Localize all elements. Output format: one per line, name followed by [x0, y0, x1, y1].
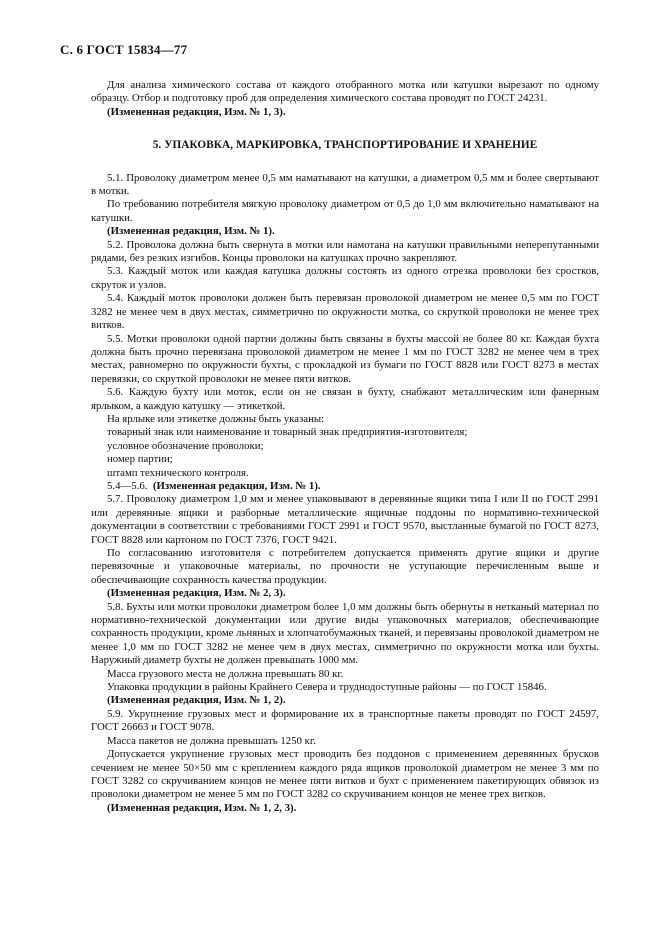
paragraph-5-5: 5.5. Мотки проволоки одной партии должны быть связаны в бухты массой не более 80 кг. Каждая бухта должна быть прочно перевязана проволокой диаметром не менее 1 мм по ГОСТ 3282 не менее чем в трех местах, равномерно по окружности бухты, с прокладкой из бумаги по ГОСТ 8828 или ГОСТ 8273 в местах перевязки, со скруткой проволоки не менее пяти витков.	[91, 332, 599, 385]
edition-note: (Измененная редакция, Изм. № 1).	[152, 479, 321, 492]
edition-note: (Измененная редакция, Изм. № 1, 3).	[107, 105, 286, 118]
document-body	[91, 79, 599, 815]
paragraph-5-2: 5.2. Проволока должна быть свернута в мотки или намотана на катушки правильными неперепутанными рядами, без резких изгибов. Концы проволоки на катушках прочно закрепляют.	[91, 238, 599, 265]
paragraph-5-1: 5.1. Проволоку диаметром менее 0,5 мм наматывают на катушки, а диаметром 0,5 мм и более свертывают в мотки.	[91, 171, 599, 198]
paragraph-5-8c: Упаковка продукции в районы Крайнего Севера и труднодоступные районы — по ГОСТ 15846.	[107, 681, 547, 694]
page-header: С. 6 ГОСТ 15834—77	[60, 42, 188, 57]
section-title: 5. УПАКОВКА, МАРКИРОВКА, ТРАНСПОРТИРОВАНИЕ И ХРАНЕНИЕ	[152, 139, 538, 152]
edition-note: (Измененная редакция, Изм. № 1).	[107, 225, 275, 238]
paragraph-5-7b: По согласованию изготовителя с потребителем допускается применять другие ящики и другие перевязочные и упаковочные материалы, по прочности не уступающие перечисленным выше и обеспечивающие сохранность качества продукции.	[91, 547, 599, 586]
list-item: номер партии;	[107, 453, 173, 466]
paragraph-5-7: 5.7. Проволоку диаметром 1,0 мм и менее упаковывают в деревянные ящики типа I или II по ГОСТ 2991 или деревянные ящики и разборные металлические ящичные поддоны по нормативно-технической документации в соответствии с требованиями ГОСТ 2991 и ГОСТ 9570, выстланные бумагой по ГОСТ 8273, ГОСТ 8828 или картоном по ГОСТ 7376, ГОСТ 9421.	[91, 493, 599, 546]
paragraph-5-4: 5.4. Каждый моток проволоки должен быть перевязан проволокой диаметром не менее 0,5 мм по ГОСТ 3282 не менее чем в двух местах, симметрично по окружности мотка, со скруткой проволоки не менее трех витков.	[91, 292, 599, 332]
list-item: штамп технического контроля.	[107, 466, 249, 479]
paragraph-5-9c: Допускается укрупнение грузовых мест проводить без поддонов с применением деревянных брусков сечением не менее 50×50 мм с креплением каждого ряда ящиков проволокой диаметром не менее 3 мм по ГОСТ 3282 со скручиванием концов не менее пяти витков и бухт с применением пакетирующих обвязок из проволоки диаметром не менее 5 мм по ГОСТ 3282 со скручиванием концов не менее трех витков.	[91, 748, 599, 801]
paragraph-5-8: 5.8. Бухты или мотки проволоки диаметром более 1,0 мм должны быть обернуты в нетканый материал по нормативно-технической документации или другие виды упаковочных материалов, обеспечивающие сохранность продукции, кроме льняных и хлопчатобумажных тканей, и перевязаны проволокой диаметром не менее 1,0 мм по ГОСТ 3282 не менее чем в двух местах, симметрично по окружности мотка или бухты. Наружный диаметр бухты не должен превышать 1000 мм.	[91, 600, 599, 667]
edition-note-5-4-5-6	[91, 480, 599, 493]
list-item: товарный знак или наименование и товарный знак предприятия-изготовителя;	[107, 426, 468, 439]
paragraph-5-3: 5.3. Каждый моток или каждая катушка должны состоять из одного отрезка проволоки без сростков, скруток и узлов.	[91, 265, 599, 291]
paragraph-5-1b: По требованию потребителя мягкую проволоку диаметром от 0,5 до 1,0 мм включительно наматывают на катушки.	[91, 198, 599, 224]
edition-note: (Измененная редакция, Изм. № 1, 2).	[107, 694, 286, 707]
edition-note: (Измененная редакция, Изм. № 1, 2, 3).	[107, 801, 297, 814]
paragraph-intro: Для анализа химического состава от каждого отобранного мотка или катушки вырезают по одному образцу. Отбор и подготовку проб для определения химического состава проводят по ГОСТ 24231.	[91, 79, 599, 105]
edition-note: (Измененная редакция, Изм. № 2, 3).	[107, 587, 286, 600]
paragraph-5-9: 5.9. Укрупнение грузовых мест и формирование их в транспортные пакеты проводят по ГОСТ 24597, ГОСТ 26663 и ГОСТ 9078.	[91, 707, 599, 734]
list-item: условное обозначение проволоки;	[107, 439, 264, 452]
paragraph-5-6: 5.6. Каждую бухту или моток, если он не связан в бухту, снабжают металлическим или фанерным ярлыком, а каждую катушку — этикеткой.	[91, 386, 599, 412]
paragraph-5-9b: Масса пакетов не должна превышать 1250 кг.	[107, 734, 316, 747]
edition-range: 5.4—5.6.	[107, 479, 148, 492]
paragraph-5-8b: Масса грузового места не должна превышать 80 кг.	[107, 667, 344, 680]
label-intro: На ярлыке или этикетке должны быть указаны:	[107, 412, 325, 425]
